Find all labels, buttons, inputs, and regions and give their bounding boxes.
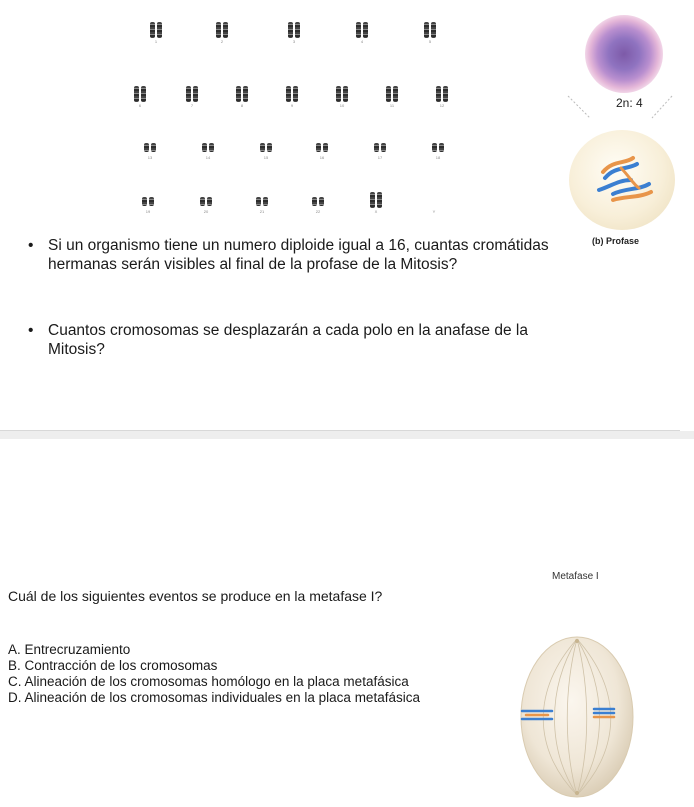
diploid-label: 2n: 4 <box>616 96 643 110</box>
chromosome-pair <box>192 188 220 220</box>
chromosome-number: 11 <box>389 103 395 108</box>
chromosome-pair <box>424 134 452 166</box>
chromosome-pair <box>428 82 456 114</box>
chromosome-pair <box>308 134 336 166</box>
bullet-point: • <box>28 237 34 254</box>
option-b[interactable]: B. Contracción de los cromosomas <box>8 658 218 673</box>
chromosome-number: 16 <box>319 155 325 160</box>
chromosome-pair <box>208 18 236 50</box>
question-2 <box>28 321 588 363</box>
chromosome-pair <box>178 82 206 114</box>
chromosome-number: 5 <box>428 39 432 44</box>
chromosome-pair <box>278 82 306 114</box>
chromosome-number: 10 <box>339 103 345 108</box>
chromosome-pair <box>228 82 256 114</box>
chromosome-number: 14 <box>205 155 211 160</box>
chromosome-number: 21 <box>259 209 265 214</box>
chromosome-pair <box>378 82 406 114</box>
chromosome-pair <box>142 18 170 50</box>
chromosome-number: 17 <box>377 155 383 160</box>
prophase-cell-diagram <box>569 130 675 230</box>
chromatids-drawing <box>569 130 675 230</box>
chromosome-pair <box>194 134 222 166</box>
chromosome-number: 7 <box>190 103 194 108</box>
chromosome-number: 19 <box>145 209 151 214</box>
chromosome-number: 2 <box>220 39 224 44</box>
chromosome-pair <box>304 188 332 220</box>
question-1-text: Si un organismo tiene un numero diploide igual a 16, cuantas cromátidas hermanas serán visibles al final de la profase de la Mitosis? <box>48 237 549 273</box>
chromosome-pair <box>248 188 276 220</box>
karyotype-row-4 <box>112 188 472 220</box>
chromosome-pair <box>420 188 448 220</box>
chromosome-number: 12 <box>439 103 445 108</box>
chromosome-number: Y <box>432 209 436 214</box>
chromosome-number: 8 <box>240 103 244 108</box>
karyotype-row-1 <box>112 18 452 50</box>
prophase-caption: (b) Profase <box>592 236 640 246</box>
answer-options <box>8 642 420 706</box>
question-2-text: Cuantos cromosomas se desplazarán a cada polo en la anafase de la Mitosis? <box>48 322 528 358</box>
chromosome-pair <box>134 188 162 220</box>
chromosome-number: 15 <box>263 155 269 160</box>
chromosome-pair <box>362 188 390 220</box>
chromosome-pair <box>328 82 356 114</box>
chromosome-pair <box>252 134 280 166</box>
chromosome-number: 9 <box>290 103 294 108</box>
chromosome-pair <box>136 134 164 166</box>
chromosome-number: 6 <box>138 103 142 108</box>
slide-2 <box>0 439 694 807</box>
option-d[interactable]: D. Alineación de los cromosomas individuales en la placa metafásica <box>8 690 420 705</box>
karyotype-row-2 <box>112 82 472 114</box>
chromosome-number: 1 <box>154 39 158 44</box>
question-1 <box>28 236 588 296</box>
metaphase-figure-label: Metafase I <box>552 571 599 582</box>
option-c[interactable]: C. Alineación de los cromosomas homólogo en la placa metafásica <box>8 674 409 689</box>
chromosome-number: 18 <box>435 155 441 160</box>
quiz-question: Cuál de los siguientes eventos se produce en la metafase I? <box>8 588 383 604</box>
chromosome-pair <box>416 18 444 50</box>
chromosome-number: 20 <box>203 209 209 214</box>
chromosome-number: 4 <box>360 39 364 44</box>
chromosome-pair <box>280 18 308 50</box>
chromosome-pair <box>348 18 376 50</box>
karyotype-row-3 <box>112 134 472 166</box>
chromosome-pair <box>126 82 154 114</box>
metaphase-cell-diagram <box>512 629 642 799</box>
option-a[interactable]: A. Entrecruzamiento <box>8 642 131 657</box>
chromosome-number: 3 <box>292 39 296 44</box>
slide-separator <box>0 431 694 439</box>
micrograph-cell-image <box>585 15 663 93</box>
chromosome-pair <box>366 134 394 166</box>
bullet-point: • <box>28 322 34 339</box>
chromosome-number: X <box>374 209 378 214</box>
chromosome-number: 22 <box>315 209 321 214</box>
chromosome-number: 13 <box>147 155 153 160</box>
